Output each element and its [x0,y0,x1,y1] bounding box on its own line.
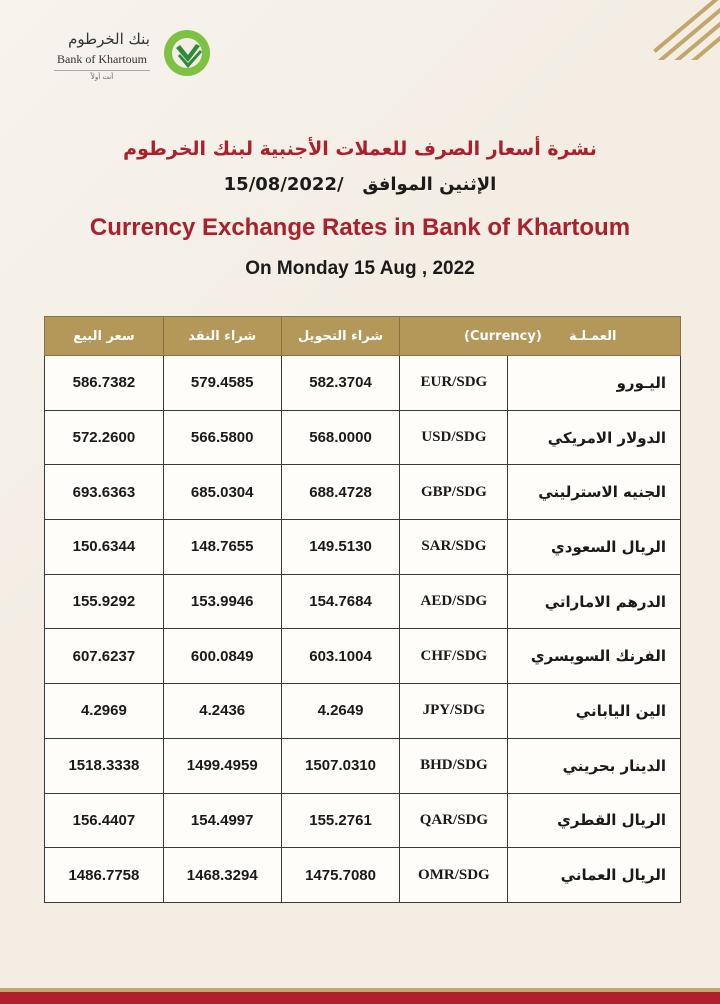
currency-code-cell: JPY/SDG [400,684,508,739]
header-currency-en: (Currency) [464,328,542,344]
sell-rate-cell: 693.6363 [45,465,164,520]
sell-rate-cell: 155.9292 [45,574,164,629]
currency-name-cell: الريال السعودي [508,520,681,575]
decorative-stripes [630,0,720,60]
currency-name-cell: الدرهم الاماراتي [508,574,681,629]
currency-code-cell: GBP/SDG [400,465,508,520]
logo-arabic-text: بنك الخرطوم [68,30,150,48]
table-row [45,574,681,629]
sell-rate-cell: 156.4407 [45,793,164,848]
currency-code-cell: EUR/SDG [400,356,508,411]
table-row [45,356,681,411]
currency-code-cell: BHD/SDG [400,738,508,793]
currency-name-cell: الدينار بحريني [508,738,681,793]
sell-rate-cell: 607.6237 [45,629,164,684]
currency-code-cell: OMR/SDG [400,848,508,903]
table-row [45,793,681,848]
table-row [45,410,681,465]
transfer-buy-rate-cell: 568.0000 [281,410,400,465]
currency-name-cell: الريال العماني [508,848,681,903]
cash-buy-rate-cell: 154.4997 [163,793,281,848]
currency-code-cell: SAR/SDG [400,520,508,575]
logo-english-text: Bank of Khartoum [57,52,147,66]
cash-buy-rate-cell: 148.7655 [163,520,281,575]
table-row [45,738,681,793]
table-row [45,684,681,739]
bottom-bar [0,988,720,1004]
header-currency-ar: العمـلـة [568,328,617,344]
date-number: 15/08/2022/ [223,174,344,195]
cash-buy-rate-cell: 1499.4959 [163,738,281,793]
sell-rate-cell: 1486.7758 [45,848,164,903]
currency-code-cell: USD/SDG [400,410,508,465]
cash-buy-rate-cell: 579.4585 [163,356,281,411]
transfer-buy-rate-cell: 688.4728 [281,465,400,520]
exchange-rates-table [44,316,681,903]
transfer-buy-rate-cell: 154.7684 [281,574,400,629]
date-label-arabic: الإثنين الموافق [362,174,497,195]
transfer-buy-rate-cell: 1475.7080 [281,848,400,903]
table-row [45,520,681,575]
sell-rate-cell: 1518.3338 [45,738,164,793]
transfer-buy-rate-cell: 155.2761 [281,793,400,848]
sell-rate-cell: 4.2969 [45,684,164,739]
arabic-title: نشرة أسعار الصرف للعملات الأجنبية لبنك الخرطوم [123,138,597,160]
currency-name-cell: اليـورو [508,356,681,411]
transfer-buy-rate-cell: 582.3704 [281,356,400,411]
currency-name-cell: الريال القطري [508,793,681,848]
bank-logo [52,26,222,96]
header-transfer-buy: شراء التحويل [281,317,400,356]
english-subtitle: On Monday 15 Aug , 2022 [245,258,475,279]
cash-buy-rate-cell: 566.5800 [163,410,281,465]
currency-name-cell: الجنيه الاسترليني [508,465,681,520]
header-cash-buy: شراء النقد [163,317,281,356]
header-currency [400,317,681,356]
sell-rate-cell: 150.6344 [45,520,164,575]
english-title: Currency Exchange Rates in Bank of Khartoum [89,214,631,241]
currency-name-cell: الين الياباني [508,684,681,739]
table-row [45,848,681,903]
sell-rate-cell: 586.7382 [45,356,164,411]
cash-buy-rate-cell: 4.2436 [163,684,281,739]
currency-code-cell: QAR/SDG [400,793,508,848]
transfer-buy-rate-cell: 149.5130 [281,520,400,575]
transfer-buy-rate-cell: 4.2649 [281,684,400,739]
cash-buy-rate-cell: 685.0304 [163,465,281,520]
transfer-buy-rate-cell: 1507.0310 [281,738,400,793]
currency-code-cell: AED/SDG [400,574,508,629]
arabic-date-line [0,174,720,195]
transfer-buy-rate-cell: 603.1004 [281,629,400,684]
currency-code-cell: CHF/SDG [400,629,508,684]
cash-buy-rate-cell: 153.9946 [163,574,281,629]
currency-name-cell: الدولار الامريكي [508,410,681,465]
sell-rate-cell: 572.2600 [45,410,164,465]
table-row [45,629,681,684]
header-sell: سعر البيع [45,317,164,356]
cash-buy-rate-cell: 1468.3294 [163,848,281,903]
cash-buy-rate-cell: 600.0849 [163,629,281,684]
table-header-row [45,317,681,356]
table-row [45,465,681,520]
currency-name-cell: الفرنك السويسري [508,629,681,684]
bank-logo-icon [162,28,212,78]
logo-tagline: أنت أولاً [54,70,150,81]
